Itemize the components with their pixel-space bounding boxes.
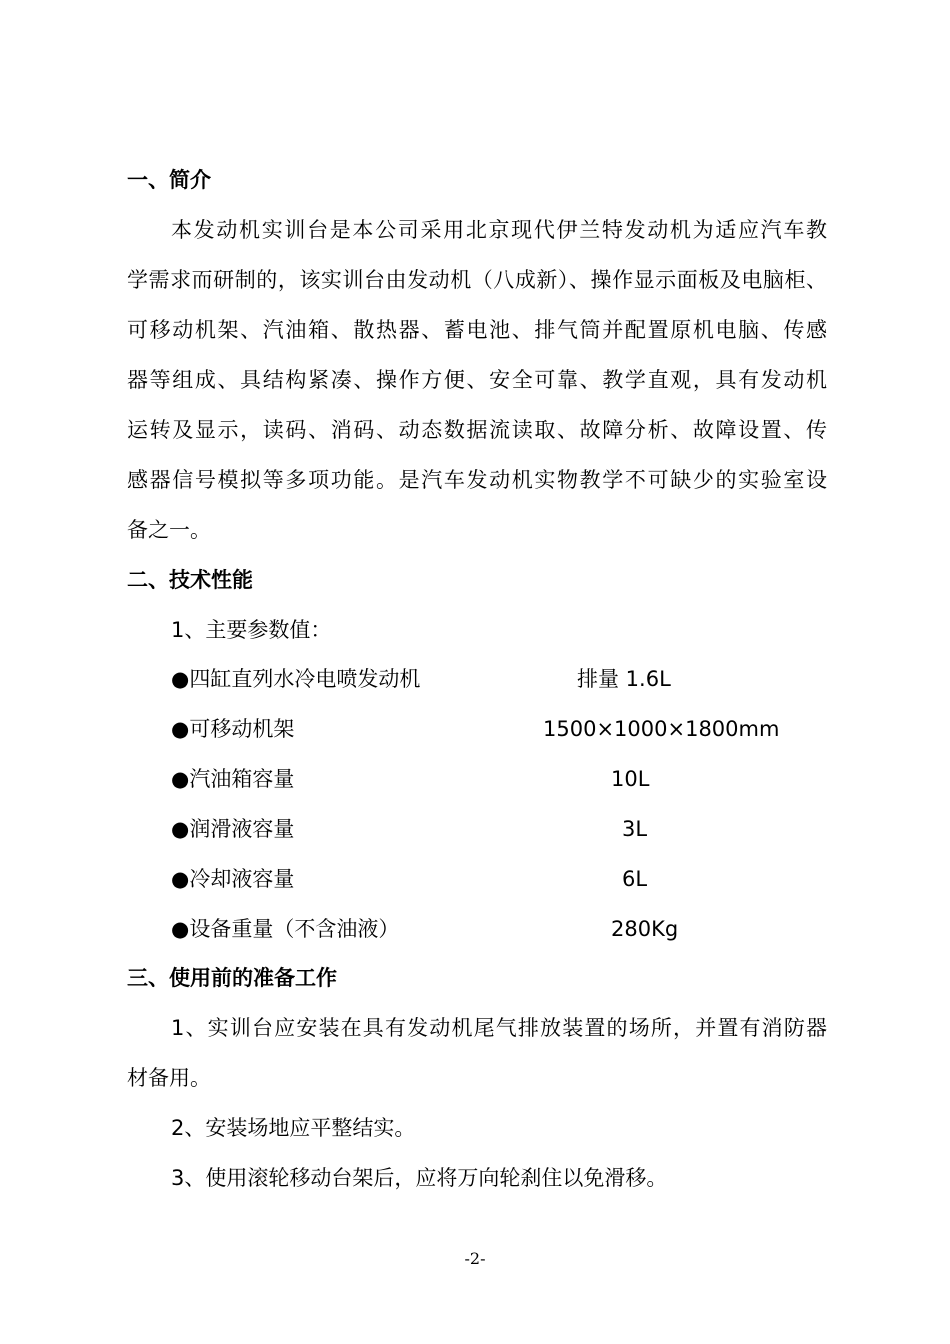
prep-paragraph-line: 材备用。 — [127, 1066, 211, 1090]
spec-value: 排量 1.6L — [577, 667, 671, 691]
spec-name: ●设备重量（不含油液） — [171, 917, 400, 941]
spec-value: 280Kg — [611, 917, 679, 941]
spec-value: 6L — [622, 867, 648, 891]
intro-paragraph-line: 本发动机实训台是本公司采用北京现代伊兰特发动机为适应汽车教 — [171, 218, 827, 242]
prep-paragraph-line: 2、安装场地应平整结实。 — [171, 1116, 416, 1140]
tech-subheading: 1、主要参数值： — [171, 618, 332, 642]
spec-name: ●冷却液容量 — [171, 867, 295, 891]
intro-paragraph-line: 器等组成、具结构紧凑、操作方便、安全可靠、教学直观，具有发动机 — [127, 368, 827, 392]
intro-paragraph-line: 学需求而研制的，该实训台由发动机（八成新）、操作显示面板及电脑柜、 — [127, 268, 827, 292]
section-heading-intro: 一、简介 — [127, 168, 211, 192]
intro-paragraph-line: 备之一。 — [127, 518, 211, 542]
page-number: -2- — [464, 1249, 486, 1268]
intro-paragraph-line: 感器信号模拟等多项功能。是汽车发动机实物教学不可缺少的实验室设 — [127, 468, 827, 492]
spec-value: 3L — [622, 817, 648, 841]
prep-paragraph-line: 3、使用滚轮移动台架后，应将万向轮刹住以免滑移。 — [171, 1166, 668, 1190]
intro-paragraph-line: 可移动机架、汽油箱、散热器、蓄电池、排气筒并配置原机电脑、传感 — [127, 318, 827, 342]
spec-value: 10L — [611, 767, 650, 791]
intro-paragraph-line: 运转及显示，读码、消码、动态数据流读取、故障分析、故障设置、传 — [127, 418, 827, 442]
spec-value: 1500×1000×1800mm — [543, 717, 780, 741]
spec-name: ●四缸直列水冷电喷发动机 — [171, 667, 421, 691]
spec-name: ●汽油箱容量 — [171, 767, 295, 791]
prep-paragraph-line: 1、实训台应安装在具有发动机尾气排放装置的场所，并置有消防器 — [171, 1016, 827, 1040]
section-heading-tech: 二、技术性能 — [127, 568, 253, 592]
section-heading-prep: 三、使用前的准备工作 — [127, 966, 337, 990]
spec-name: ●润滑液容量 — [171, 817, 295, 841]
spec-name: ●可移动机架 — [171, 717, 295, 741]
